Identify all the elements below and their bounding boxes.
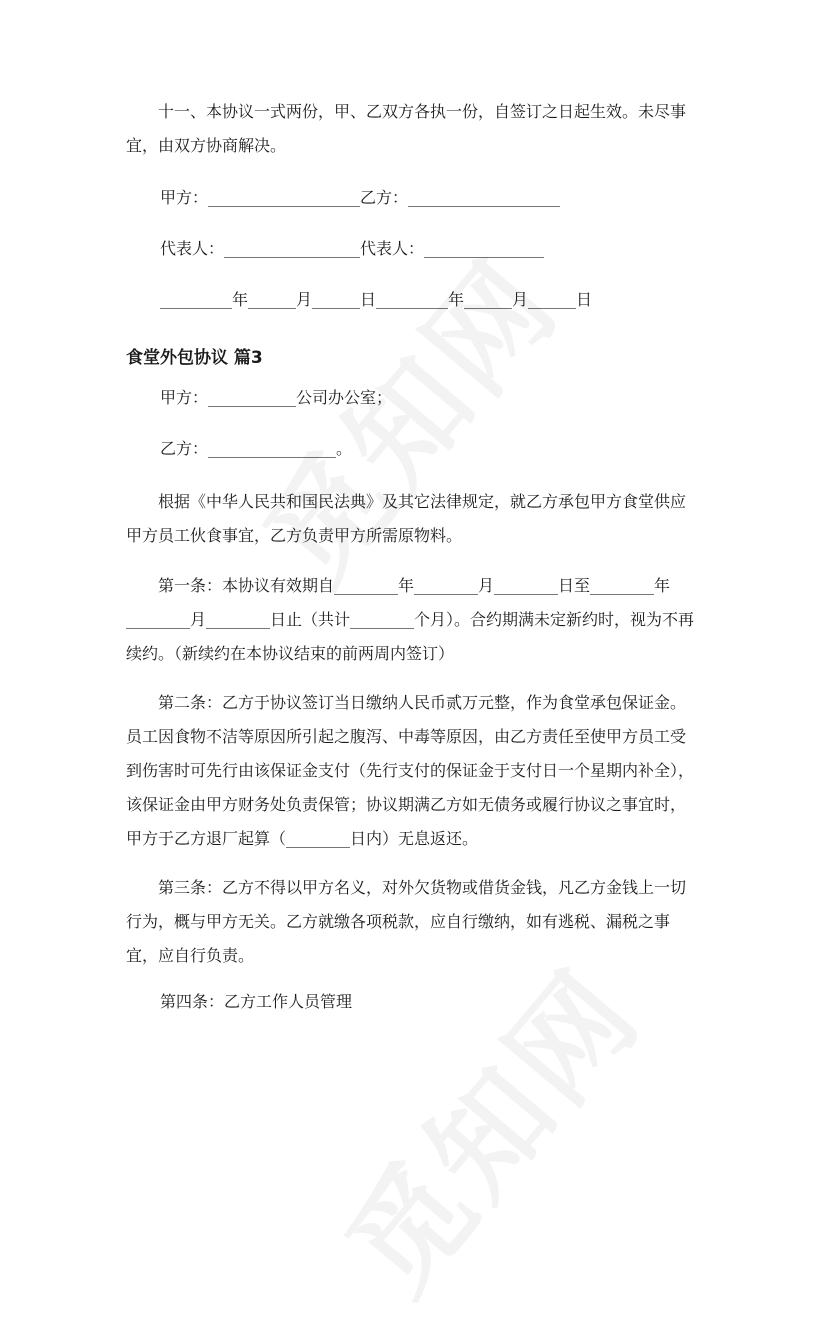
party-a-line: 甲方：___________公司办公室； (160, 388, 393, 407)
watermark (301, 928, 670, 1322)
signature-party-line: 甲方：___________________乙方：___________________ (160, 188, 561, 207)
clause-two: 第二条：乙方于协议签订当日缴纳人民币贰万元整，作为食堂承包保证金。员工因食物不洁等原因所引起之腹泻、中毒等原因，由乙方责任至使甲方员工受到伤害时可先行由该保证金支付（先行支付的保证金于支付日一个星期内补全），该保证金由甲方财务处负责保管；协议期满乙方如无债务或履行协议之事宜时，甲方于乙方退厂起算（________日内）无息返还。 (126, 693, 695, 848)
signature-date-line: _________年______月______日_________年______月______日 (160, 290, 593, 309)
clause-three: 第三条：乙方不得以甲方名义，对外欠货物或借货金钱，凡乙方金钱上一切行为，概与甲方无关。乙方就缴各项税款，应自行缴纳，如有逃税、漏税之事宜，应自行负责。 (126, 878, 687, 965)
clause-eleven: 十一、本协议一式两份，甲、乙双方各执一份，自签订之日起生效。未尽事宜，由双方协商解决。 (126, 102, 687, 155)
party-b-line: 乙方：________________。 (160, 439, 353, 458)
clause-four: 第四条：乙方工作人员管理 (160, 992, 353, 1011)
signature-representative-line: 代表人：_________________代表人：_______________ (160, 239, 545, 258)
clause-one: 第一条：本协议有效期自________年________月________日至________年________月________日止（共计________个月）。合约期满未定新约时，视为不再续约。（新续约在本协议结束的前两周内签订） (126, 576, 695, 663)
intro-paragraph: 根据《中华人民共和国民法典》及其它法律规定，就乙方承包甲方食堂供应甲方员工伙食事宜，乙方负责甲方所需原物料。 (126, 492, 687, 545)
article-title: 食堂外包协议 篇3 (126, 348, 263, 368)
